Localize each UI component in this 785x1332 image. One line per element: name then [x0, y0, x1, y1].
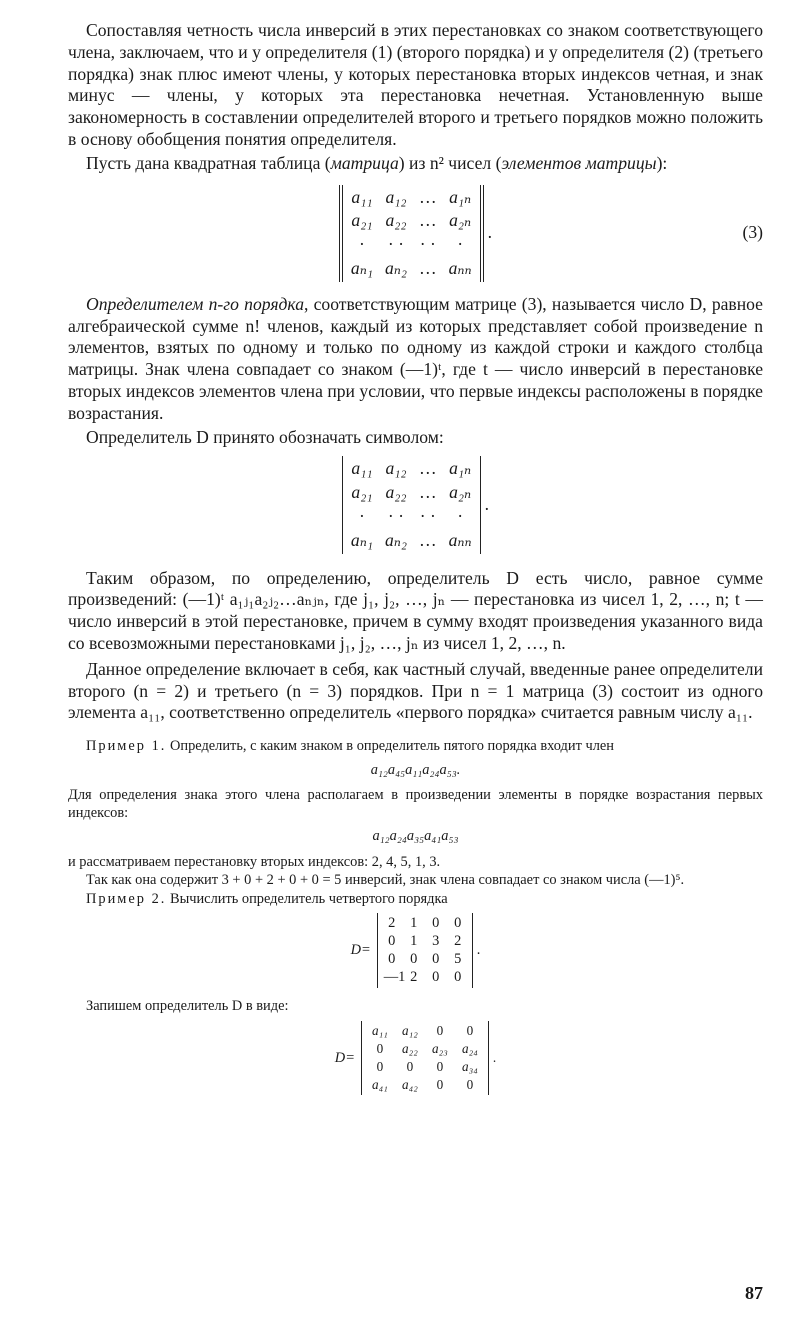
example1-statement: [68, 738, 763, 756]
det-cell: 0: [436, 1059, 444, 1075]
matrix-period: .: [487, 222, 493, 243]
det-cell: 2: [410, 968, 418, 985]
paragraph-intro: Сопоставляя четность числа инверсий в этих перестановках со знаком соответствующего члена, заключаем, что и у определителя (1) (второго порядка) и у определителя (2) (третьего порядка) знак плюс имеют члены, у которых перестановка вторых индексов четная, и знак минус — члены, у которых эта перестановка нечетная. Установленную выше закономерность в составлении определителей второго и третьего порядков можно положить в основу обобщения понятия определителя.: [68, 20, 763, 149]
matrix-cell: a₁ₙ: [449, 186, 472, 207]
det-cell: 0: [432, 914, 440, 931]
example1-label: Пример 1.: [86, 738, 167, 755]
determinant-period: .: [492, 1050, 497, 1066]
det-cell: a₃₄: [462, 1059, 478, 1075]
det-cell: 0: [376, 1041, 384, 1057]
text-span: ) из n² чисел (: [398, 152, 502, 173]
matrix-cell: a₂₂: [385, 210, 407, 231]
example2-label: Пример 2.: [86, 891, 167, 908]
example1-text: Определить, с каким знаком в определитель пятого порядка входит член: [166, 738, 614, 755]
det-cell: 0: [388, 950, 396, 967]
paragraph-special-cases: Данное определение включает в себя, как частный случай, введенные ранее определители второго (n = 2) и третьего (n = 3) порядков. При n = 1 матрица (3) состоит из одного элемента a₁₁, соответственно определитель «первого порядка» считается равным числу a₁₁.: [68, 658, 763, 723]
det-cell: 0: [454, 914, 462, 931]
text-span: , соответствующим матрице (3), называется число D, равное алгебраической сумме n! членов, каждый из которых представляет собой произведение n элементов, взятых по одному и только по одному из каждой строки и каждого столбца матрицы. Знак члена совпадает со знаком (—1)ᵗ, где t — число инверсий в перестановке вторых индексов элементов члена при условии, что первые индексы расположены в порядке возрастания.: [68, 293, 763, 423]
det-cell: 0: [466, 1077, 474, 1093]
matrix-cell: a₂₁: [351, 210, 373, 231]
example1-formula: a₁₂a₄₅a₁₁a₂₄a₅₃.: [370, 761, 461, 778]
determinant-period: .: [484, 494, 490, 515]
det-cell: 0: [376, 1059, 384, 1075]
det-cell: 1: [410, 914, 418, 931]
det-cell: a₂₃: [432, 1041, 448, 1057]
matrix-cell: aₙ₂: [384, 257, 408, 278]
paragraph-symbol-intro: Определитель D принято обозначать символом:: [86, 426, 444, 447]
det-cell: …: [419, 458, 437, 479]
term-matrix: матрица: [330, 152, 399, 173]
matrix-general: [68, 185, 763, 282]
example1-conclusion: Так как она содержит 3 + 0 + 2 + 0 + 0 = 5 инверсий, знак члена совпадает со знаком числа (—1)⁵.: [86, 871, 685, 888]
det-cell: a₄₂: [402, 1077, 418, 1093]
page-number: 87: [745, 1283, 763, 1303]
matrix-cell: a₁₁: [351, 186, 373, 207]
det-cell: 0: [436, 1023, 444, 1039]
det-cell: a₂₄: [462, 1041, 478, 1057]
det-cell: a₂ₙ: [449, 482, 472, 503]
det-cell: a₁₂: [385, 458, 407, 479]
determinant-symbol: [68, 456, 763, 553]
example2-text: Вычислить определитель четвертого порядка: [166, 891, 448, 908]
det-cell: 0: [388, 932, 396, 949]
det-cell: 0: [432, 950, 440, 967]
example1-sorted-formula: a₁₂a₂₄a₃₅a₄₁a₅₃: [372, 828, 459, 845]
matrix-cell: ·: [457, 234, 464, 255]
matrix-cell: ·: [359, 234, 365, 255]
matrix-cell: · ·: [387, 234, 405, 255]
det-cell: 0: [454, 968, 462, 985]
example1-permutation: и рассматриваем перестановку вторых индексов: 2, 4, 5, 1, 3.: [68, 854, 441, 871]
det-cell: —1: [383, 968, 406, 985]
determinant-period: .: [476, 941, 481, 958]
determinant-grid: [342, 456, 481, 553]
matrix-cell: · ·: [419, 234, 436, 255]
det-cell: 0: [466, 1023, 474, 1039]
det-cell: · ·: [387, 505, 405, 526]
text-span: Пусть дана квадратная таблица (: [86, 152, 331, 173]
example2-rewrite-text: Запишем определитель D в виде:: [86, 997, 289, 1014]
paragraph-matrix-def: [68, 153, 763, 175]
det-cell: 0: [432, 968, 440, 985]
paragraph-determinant-def: [68, 294, 763, 425]
det-cell: …: [419, 529, 437, 550]
term-elements: элементов матрицы: [501, 152, 657, 173]
page-content: [68, 20, 763, 1103]
det-cell: 1: [410, 932, 418, 949]
matrix-cell: aₙₙ: [448, 257, 472, 278]
example2-grid: [377, 913, 473, 988]
det-cell: a₂₁: [351, 482, 373, 503]
det-cell: a₄₁: [372, 1077, 388, 1093]
det-cell: a₁₂: [402, 1023, 418, 1039]
det-cell: …: [419, 482, 437, 503]
text-span: ):: [656, 152, 668, 173]
det-cell: 2: [454, 932, 462, 949]
matrix-cell: aₙ₁: [350, 257, 373, 278]
det-cell: 0: [436, 1077, 444, 1093]
det-cell: 0: [410, 950, 418, 967]
matrix-cell: …: [419, 186, 437, 207]
matrix-cell: …: [419, 257, 437, 278]
det-cell: 3: [432, 932, 440, 949]
example2-statement: [68, 891, 763, 909]
det-cell: a₂₂: [385, 482, 407, 503]
det-cell: a₁ₙ: [449, 458, 472, 479]
example2-determinant: [68, 913, 763, 988]
example1-explanation: Для определения знака этого члена располагаем в произведении элементы в порядке возрастания первых индексов:: [68, 787, 763, 821]
det-cell: ·: [359, 505, 365, 526]
term-determinant: Определителем n-го порядка: [86, 293, 304, 314]
det-cell: a₂₂: [402, 1041, 418, 1057]
det-cell: a₁₁: [372, 1023, 388, 1039]
det-cell: aₙ₁: [350, 529, 373, 550]
determinant-lhs: D=: [334, 1049, 355, 1066]
example2-symbolic-determinant: [68, 1021, 763, 1095]
det-cell: 2: [388, 914, 396, 931]
det-cell: aₙₙ: [448, 529, 472, 550]
det-cell: aₙ₂: [384, 529, 408, 550]
det-cell: 0: [406, 1059, 414, 1075]
example2-symbolic-grid: [361, 1021, 489, 1095]
matrix-cell: a₁₂: [385, 186, 407, 207]
matrix-cell: …: [419, 210, 437, 231]
det-cell: 5: [454, 950, 462, 967]
det-cell: ·: [457, 505, 464, 526]
equation-number: (3): [742, 222, 763, 243]
det-cell: · ·: [419, 505, 436, 526]
determinant-lhs: D=: [350, 941, 371, 958]
matrix-cell: a₂ₙ: [449, 210, 472, 231]
matrix-grid: [339, 185, 484, 282]
paragraph-sum-of-products: Таким образом, по определению, определитель D есть число, равное сумме произведений: (—1)ᵗ a₁ⱼ₁a₂ⱼ₂…aₙⱼₙ, где j₁, j₂, …, jₙ — перестановка из чисел 1, 2, …, n; t — число инверсий в этой перестановке, причем в сумму входят произведения указанного вида со всевозможными перестановками j₁, j₂, …, jₙ из чисел 1, 2, …, n.: [68, 567, 763, 653]
det-cell: a₁₁: [351, 458, 373, 479]
